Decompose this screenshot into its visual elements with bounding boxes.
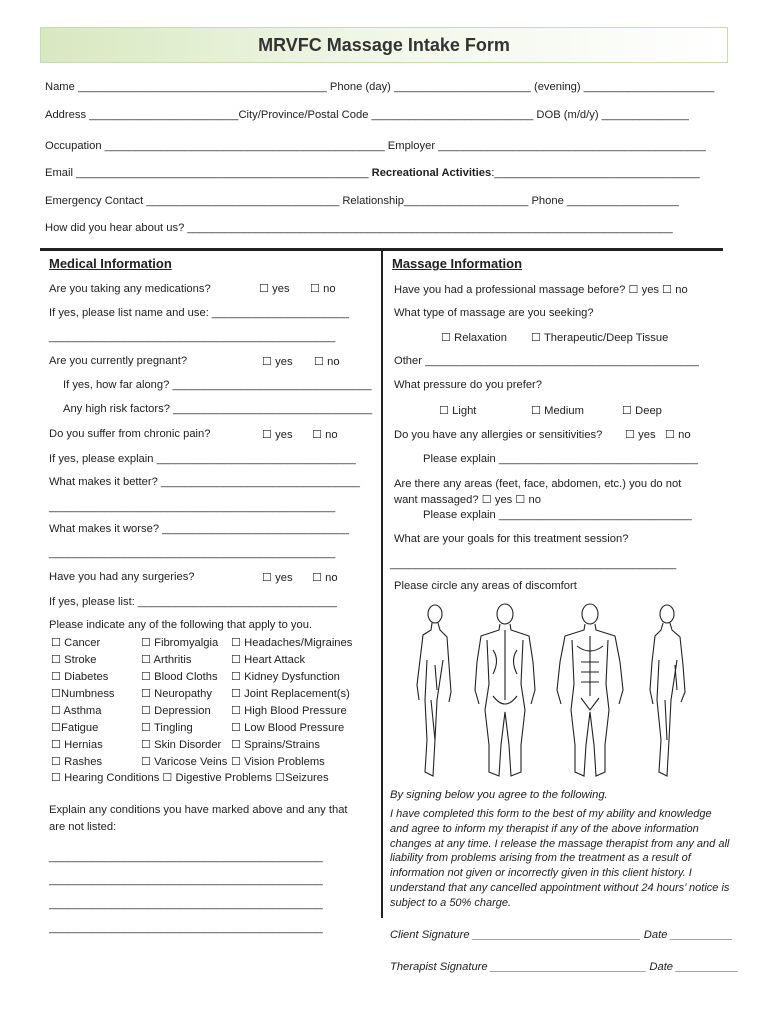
condition-checkbox[interactable]: ☐ Diabetes [51,671,109,683]
condition-label: Low Blood Pressure [244,722,345,734]
q-explain[interactable]: If yes, please explain ________________________________ [49,453,356,465]
condition-checkbox[interactable]: ☐ Sprains/Strains [231,739,321,751]
email-label: Email _______________________________________________ [45,167,369,179]
surgeries-no[interactable]: ☐ no [312,572,338,584]
q-chronic-pain: Do you suffer from chronic pain? [49,428,211,440]
figure-side-left[interactable] [417,605,451,776]
explain-line[interactable]: ____________________________________________ [49,898,323,910]
condition-label: Fibromyalgia [154,637,219,649]
condition-label: Arthritis [153,654,192,666]
condition-checkbox[interactable]: ☐Seizures [275,772,329,784]
medications-yes[interactable]: ☐ yes [259,283,290,295]
condition-checkbox[interactable]: ☐ Heart Attack [231,654,306,666]
therapist-signature-line[interactable]: Therapist Signature _________________________ Date __________ [390,961,739,973]
yes-label: yes [275,356,293,368]
condition-checkbox[interactable]: ☐ Vision Problems [231,756,325,768]
condition-label: Headaches/Migraines [244,637,353,649]
condition-checkbox[interactable]: ☐ Asthma [51,705,102,717]
condition-label: Numbness [61,688,115,700]
condition-checkbox[interactable]: ☐ Neuropathy [141,688,212,700]
option-label: Relaxation [454,332,508,344]
meds-blank-line[interactable]: ______________________________________________ [49,331,336,343]
pregnant-no[interactable]: ☐ no [314,356,340,368]
professional-yes[interactable]: ☐ yes [628,284,660,296]
explain-line[interactable]: ____________________________________________ [49,922,323,934]
condition-checkbox[interactable]: ☐ Varicose Veins [141,756,228,768]
recreational-label: Recreational Activities [371,167,492,179]
yes-label: yes [272,283,290,295]
condition-label: Digestive Problems [175,772,272,784]
condition-label: Cancer [64,637,101,649]
condition-label: Seizures [285,772,329,784]
allergies-no[interactable]: ☐ no [665,429,691,441]
condition-label: Skin Disorder [154,739,222,751]
condition-label: Joint Replacement(s) [244,688,350,700]
circle-areas: Please circle any areas of discomfort [394,580,577,592]
condition-checkbox[interactable]: ☐ Depression [141,705,211,717]
q-areas-2-text: want massaged? [394,494,479,506]
conditions-col3 [231,635,352,771]
condition-label: Hearing Conditions [64,772,160,784]
explain-conditions-2: are not listed: [49,821,117,833]
option-label: Medium [544,405,584,417]
option-label: Therapeutic/Deep Tissue [543,332,669,344]
yes-label: yes [638,429,656,441]
opt-medium[interactable]: ☐ Medium [531,405,584,417]
how-heard-line[interactable]: How did you hear about us? ______________________________________________________________________________ [45,222,673,234]
condition-label: Depression [154,705,211,717]
condition-checkbox[interactable]: ☐ Hearing Conditions [51,772,160,784]
no-label: no [325,429,338,441]
q-areas-2 [394,493,541,506]
condition-checkbox[interactable]: ☐ Digestive Problems [162,772,272,784]
worse-blank-line[interactable]: ______________________________________________ [49,547,336,559]
email-line[interactable] [45,167,700,179]
opt-deep[interactable]: ☐ Deep [622,405,662,417]
yes-label: yes [494,494,513,506]
condition-checkbox[interactable]: ☐ Kidney Dysfunction [231,671,340,683]
condition-label: Rashes [64,756,103,768]
q-professional [394,283,688,296]
agreement-text: I have completed this form to the best of my ability and knowledge and agree to inform my therapist if any of the above information changes at any time. I release the massage therapist from any and all liability from problems arising from the treatment as a result of information not given or incorrectly given in this client history. I understand that any cancelled appointment without 24 hours’ notice is subject to a 50% charge. [390,808,730,909]
no-label: no [678,429,691,441]
condition-checkbox[interactable]: ☐ High Blood Pressure [231,705,347,717]
condition-checkbox[interactable]: ☐ Skin Disorder [141,739,222,751]
q-areas-1: Are there any areas (feet, face, abdomen, etc.) you do not [394,478,682,490]
q-type: What type of massage are you seeking? [394,307,594,319]
condition-label: Fatigue [61,722,99,734]
no-label: no [323,283,336,295]
q-better[interactable]: What makes it better? ________________________________ [49,476,361,488]
condition-checkbox[interactable]: ☐ Joint Replacement(s) [231,688,350,700]
name-phone-line[interactable]: Name ________________________________________ Phone (day) ______________________ (evening) _____________________ [45,81,715,93]
condition-checkbox[interactable]: ☐ Tingling [141,722,193,734]
condition-label: Varicose Veins [154,756,228,768]
figure-side-right[interactable] [650,605,685,776]
q-pressure: What pressure do you prefer? [394,379,542,391]
condition-checkbox[interactable]: ☐ Rashes [51,756,103,768]
chronic-no[interactable]: ☐ no [312,429,338,441]
title-bar [40,27,728,63]
condition-checkbox[interactable]: ☐ Blood Cloths [141,671,218,683]
areas-explain[interactable]: Please explain _______________________________ [423,509,692,521]
condition-checkbox[interactable]: ☐ Low Blood Pressure [231,722,345,734]
q-conditions: Please indicate any of the following that apply to you. [49,619,313,631]
opt-relaxation[interactable]: ☐ Relaxation [441,332,508,344]
explain-line[interactable]: ____________________________________________ [49,851,323,863]
option-label: Deep [635,405,662,417]
column-divider [381,250,383,918]
no-label: no [325,572,338,584]
condition-checkbox[interactable]: ☐Fatigue [51,722,99,734]
emergency-contact-line[interactable]: Emergency Contact _______________________________ Relationship____________________ Phone __________________ [45,195,679,207]
body-diagram[interactable] [405,600,705,785]
condition-label: Blood Cloths [154,671,218,683]
condition-label: Vision Problems [244,756,325,768]
condition-checkbox[interactable]: ☐ Hernias [51,739,103,751]
condition-checkbox[interactable]: ☐ Stroke [51,654,97,666]
q-worse[interactable]: What makes it worse? ______________________________ [49,523,349,535]
condition-label: Neuropathy [154,688,212,700]
condition-label: Stroke [64,654,97,666]
condition-label: Hernias [64,739,103,751]
professional-no[interactable]: ☐ no [662,284,688,296]
condition-label: Heart Attack [244,654,306,666]
q-surgeries: Have you had any surgeries? [49,571,195,583]
condition-label: Asthma [63,705,102,717]
q-list-meds[interactable]: If yes, please list name and use: ______________________ [49,307,349,319]
q-professional-text: Have you had a professional massage before? [394,284,626,296]
q-pregnant: Are you currently pregnant? [49,355,188,367]
figure-back[interactable] [475,604,535,776]
surgeries-yes[interactable]: ☐ yes [262,572,293,584]
form-title: MRVFC Massage Intake Form [258,35,510,55]
q-high-risk[interactable]: Any high risk factors? ________________________________ [63,403,373,415]
better-blank-line[interactable]: ______________________________________________ [49,501,336,513]
condition-checkbox[interactable]: ☐Numbness [51,688,115,700]
massage-heading: Massage Information [392,256,523,271]
allergies-explain[interactable]: Please explain ________________________________ [423,453,698,465]
medical-heading: Medical Information [49,256,172,271]
q-surgeries-list[interactable]: If yes, please list: ________________________________ [49,596,338,608]
other-line[interactable]: Other ____________________________________________ [394,355,699,367]
conditions-col2 [141,635,227,771]
condition-checkbox[interactable]: ☐ Fibromyalgia [141,637,219,649]
no-label: no [528,494,541,506]
q-medications: Are you taking any medications? [49,283,211,295]
client-signature-line[interactable]: Client Signature ___________________________ Date __________ [390,929,733,941]
agreement-intro: By signing below you agree to the following. [390,789,608,801]
q-allergies: Do you have any allergies or sensitivities? [394,429,603,441]
medications-no[interactable]: ☐ no [310,283,336,295]
condition-label: Diabetes [64,671,109,683]
conditions-last-row [51,771,329,784]
explain-conditions-1: Explain any conditions you have marked above and any that [49,804,348,816]
pregnant-yes[interactable]: ☐ yes [262,356,293,368]
allergies-yes[interactable]: ☐ yes [625,429,656,441]
opt-light[interactable]: ☐ Light [439,405,477,417]
no-label: no [327,356,340,368]
condition-label: Kidney Dysfunction [244,671,340,683]
conditions-col1 [51,635,115,771]
yes-label: yes [275,572,293,584]
condition-checkbox[interactable]: ☐ Cancer [51,637,101,649]
areas-yes[interactable]: ☐ yes [481,494,513,506]
option-label: Light [452,405,477,417]
yes-label: yes [641,284,660,296]
chronic-yes[interactable]: ☐ yes [262,429,293,441]
condition-checkbox[interactable]: ☐ Headaches/Migraines [231,637,353,649]
no-label: no [675,284,688,296]
q-how-far[interactable]: If yes, how far along? ________________________________ [63,379,372,391]
condition-label: Sprains/Strains [244,739,321,751]
opt-therapeutic[interactable]: ☐ Therapeutic/Deep Tissue [531,332,669,344]
recreational-line: :_________________________________ [491,167,700,179]
explain-line[interactable]: ____________________________________________ [49,874,323,886]
address-line[interactable]: Address ________________________City/Province/Postal Code __________________________ DOB (m/d/y) ______________ [45,109,689,121]
figure-front[interactable] [557,604,623,776]
condition-label: Tingling [153,722,193,734]
condition-label: High Blood Pressure [244,705,347,717]
q-goals: What are your goals for this treatment session? [394,533,629,545]
occupation-line[interactable]: Occupation _____________________________________________ Employer ___________________________________________ [45,140,706,152]
yes-label: yes [275,429,293,441]
condition-checkbox[interactable]: ☐ Arthritis [141,654,192,666]
goals-line[interactable]: ______________________________________________ [390,558,677,570]
areas-no[interactable]: ☐ no [515,494,541,506]
